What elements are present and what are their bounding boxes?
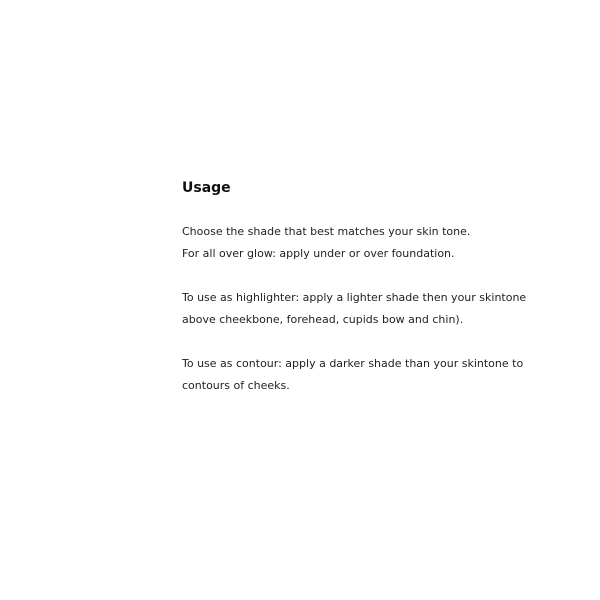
usage-line-shade-1: Choose the shade that best matches your skin tone.: [182, 225, 471, 238]
usage-line-highlighter-1: To use as highlighter: apply a lighter shade then your skintone: [182, 291, 527, 304]
usage-title: Usage: [182, 180, 231, 196]
usage-line-contour-1: To use as contour: apply a darker shade than your skintone to: [182, 357, 524, 370]
usage-line-contour-2: contours of cheeks.: [182, 379, 290, 392]
usage-instructions: [182, 221, 582, 397]
usage-line-highlighter-2: above cheekbone, forehead, cupids bow and chin).: [182, 313, 464, 326]
usage-paragraph-contour: [182, 353, 582, 397]
usage-section: [182, 180, 582, 419]
usage-paragraph-highlighter: [182, 287, 582, 331]
usage-paragraph-shade: [182, 221, 582, 265]
usage-line-shade-2: For all over glow: apply under or over foundation.: [182, 247, 455, 260]
